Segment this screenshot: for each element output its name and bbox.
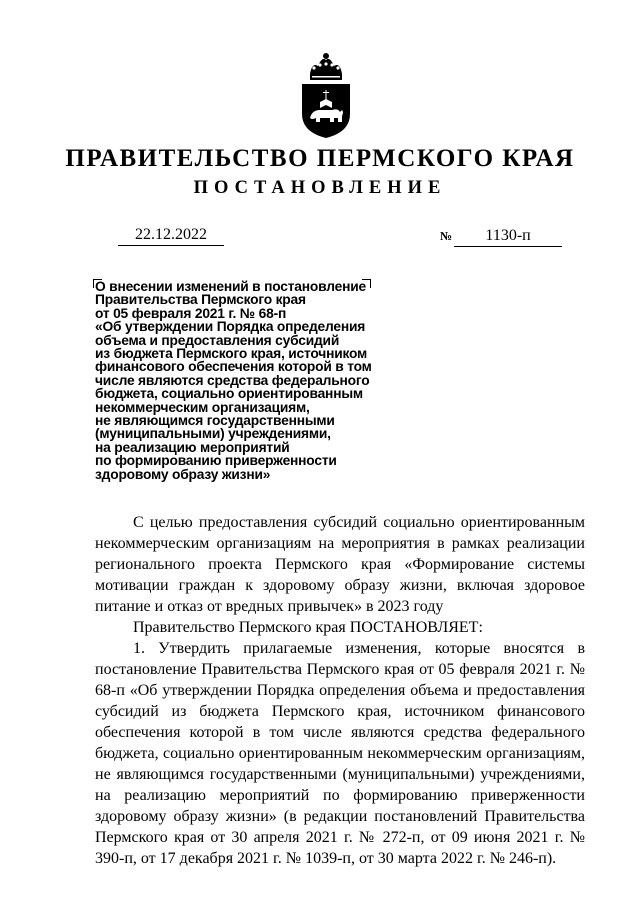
body-paragraph-item-1: 1. Утвердить прилагаемые изменения, которые вносятся в постановление Правительства Пермского края от 05 февраля 2021 г. № 68-п «Об утверждении Порядка определения объема и предоставления субсидий из бюджета Пермского края, источником финансового обеспечения которой в том числе являются средства федерального бюджета, социально ориентированным некоммерческим организациям, не являющимся государственными (муниципальными) учреждениями, на реализацию мероприятий по формированию приверженности здоровому образу жизни» (в редакции постановлений Правительства Пермского края от 30 апреля 2021 г. № 272-п, от 09 июня 2021 г. № 390-п, от 17 декабря 2021 г. № 1039-п, от 30 марта 2022 г. № 246-п). (95, 640, 585, 867)
subject-line: (муниципальными) учреждениями, (95, 426, 331, 442)
body-paragraph-resolves: Правительство Пермского края ПОСТАНОВЛЯЕТ: (133, 619, 483, 636)
document-subject (95, 280, 395, 481)
subject-line: не являющимся государственными (95, 413, 335, 429)
subject-line: на реализацию мероприятий (95, 439, 290, 455)
document-number-line (440, 226, 562, 247)
perm-krai-coat-of-arms-icon (298, 52, 354, 140)
subject-line: объема и предоставления субсидий (95, 332, 340, 348)
document-number: 1130-п (454, 226, 562, 247)
government-title: ПРАВИТЕЛЬСТВО ПЕРМСКОГО КРАЯ (65, 145, 575, 172)
subject-line: от 05 февраля 2021 г. № 68-п (95, 305, 287, 321)
subject-line: некоммерческим организациям, (95, 399, 310, 415)
subject-line: «Об утверждении Порядка определения (95, 319, 366, 335)
document-body (95, 512, 585, 869)
document-type: ПОСТАНОВЛЕНИЕ (193, 178, 447, 198)
body-paragraph-purpose: С целью предоставления субсидий социально ориентированным некоммерческим организациям на мероприятия в рамках реализации регионального проекта Пермского края «Формирование системы мотивации граждан к здоровому образу жизни, включая здоровое питание и отказ от вредных привычек» в 2023 году (95, 514, 585, 615)
subject-line: бюджета, социально ориентированным (95, 386, 363, 402)
subject-line: финансового обеспечения которой в том (95, 359, 372, 375)
subject-line: по формированию приверженности (95, 453, 337, 469)
subject-line: Правительства Пермского края (95, 292, 306, 308)
subject-line: здоровому образу жизни» (95, 466, 271, 482)
subject-line: О внесении изменений в постановление (95, 279, 366, 294)
subject-line: из бюджета Пермского края, источником (95, 346, 368, 362)
number-label: № (440, 229, 453, 243)
subject-line: числе являются средства федерального (95, 372, 370, 388)
document-date: 22.12.2022 (118, 225, 224, 246)
